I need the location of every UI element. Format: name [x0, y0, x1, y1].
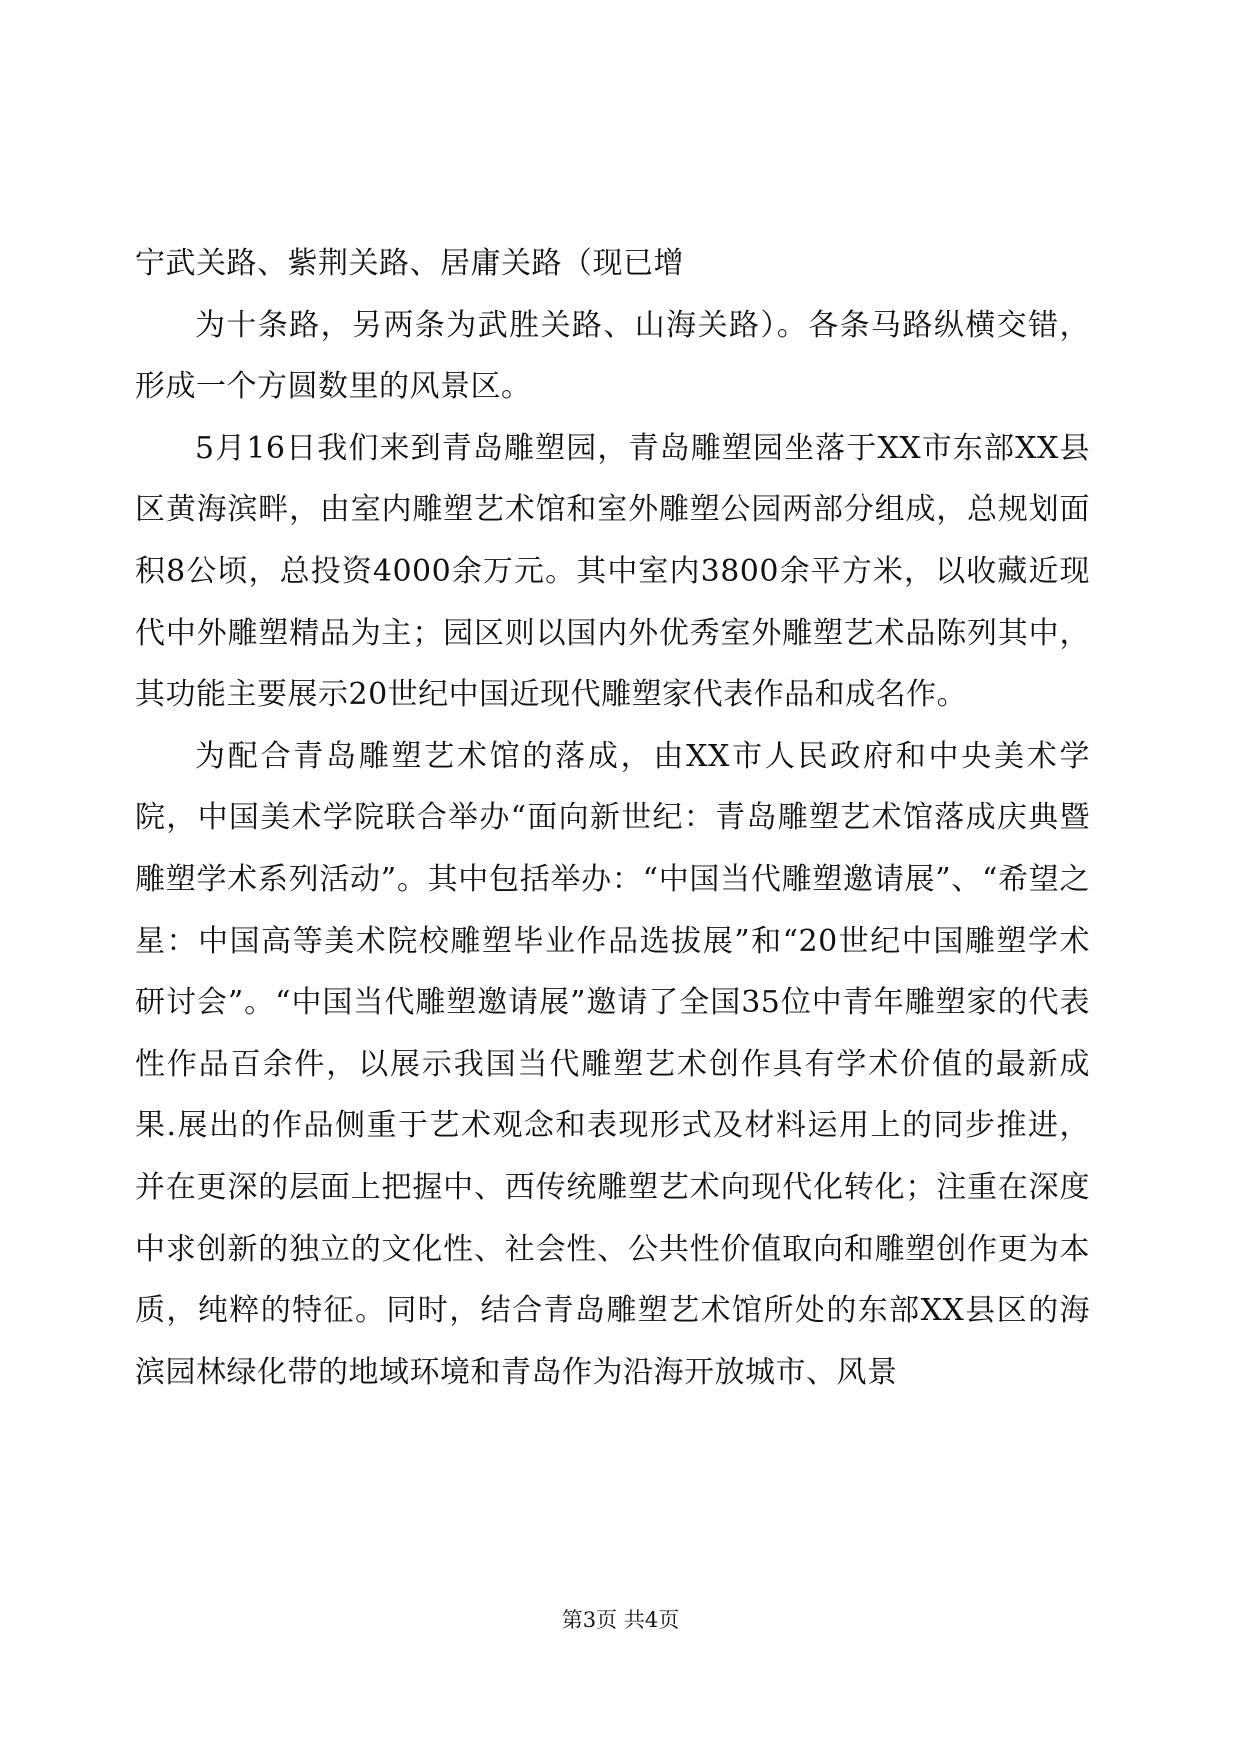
paragraph-3: 5月16日我们来到青岛雕塑园，青岛雕塑园坐落于XX市东部XX县区黄海滨畔，由室内雕塑艺术馆和室外雕塑公园两部分组成，总规划面积8公顷，总投资4000余万元。其中室内3800余平方米，以收藏近现代中外雕塑精品为主；园区则以国内外优秀室外雕塑艺术品陈列其中，其功能主要展示20世纪中国近现代雕塑家代表作品和成名作。 — [135, 430, 1090, 713]
paragraph-1: 宁武关路、紫荆关路、居庸关路（现已增 — [135, 246, 684, 281]
document-body — [135, 233, 1090, 1403]
page-number-label: 第3页 共4页 — [561, 1608, 680, 1632]
paragraph-2: 为十条路，另两条为武胜关路、山海关路）。各条马路纵横交错，形成一个方圆数里的风景区。 — [135, 307, 1090, 405]
paragraph-4: 为配合青岛雕塑艺术馆的落成，由XX市人民政府和中央美术学院，中国美术学院联合举办“面向新世纪：青岛雕塑艺术馆落成庆典暨雕塑学术系列活动”。其中包括举办：“中国当代雕塑邀请展”、“希望之星：中国高等美术院校雕塑毕业作品选拔展”和“20世纪中国雕塑学术研讨会”。“中国当代雕塑邀请展”邀请了全国35位中青年雕塑家的代表性作品百余件，以展示我国当代雕塑艺术创作具有学术价值的最新成果.展出的作品侧重于艺术观念和表现形式及材料运用上的同步推进，并在更深的层面上把握中、西传统雕塑艺术向现代化转化；注重在深度中求创新的独立的文化性、社会性、公共性价值取向和雕塑创作更为本质，纯粹的特征。同时，结合青岛雕塑艺术馆所处的东部XX县区的海滨园林绿化带的地域环境和青岛作为沿海开放城市、风景 — [135, 738, 1090, 1390]
page-footer — [0, 1606, 1241, 1634]
